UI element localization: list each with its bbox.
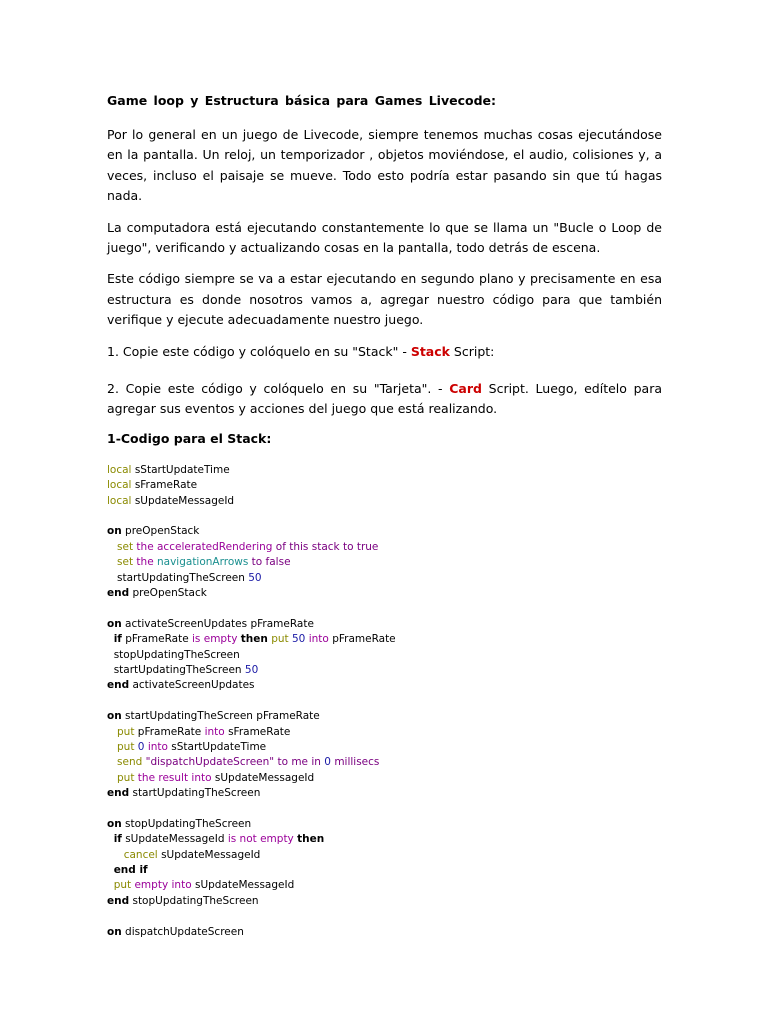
code-keyword: empty [134,879,169,892]
code-line [107,832,662,847]
code-line [107,678,662,693]
code-keyword: send [117,756,143,769]
code-token: millisecs [334,756,380,769]
code-token: startUpdatingTheScreen [113,663,242,676]
code-keyword: into [308,633,329,646]
document-content [107,93,662,940]
code-token: sUpdateMessageId [161,848,261,861]
code-keyword: end [107,679,130,692]
step-1-text: 1. Copie este código y colóquelo en su "Stack" - [107,343,411,359]
step-2-keyword: Card [449,381,482,397]
document-title: Game loop y Estructura básica para Games Livecode: [107,93,496,108]
code-keyword: on [107,617,122,630]
code-blank [107,601,662,616]
code-keyword: on [107,925,122,938]
code-keyword: end [107,787,130,800]
code-keyword: end [107,894,130,907]
section-heading: 1-Codigo para el Stack: [107,430,272,446]
code-line [107,663,662,678]
code-line [107,632,662,647]
code-token: sFrameRate [134,479,198,492]
code-token: sUpdateMessageId [214,771,315,784]
code-token: of this stack to true [275,540,379,553]
code-token: pFrameRate [137,725,202,738]
code-line [107,925,662,940]
code-line [107,648,662,663]
code-keyword: put [117,740,135,753]
code-line [107,524,662,539]
code-line [107,755,662,770]
code-keyword: put [113,879,132,892]
code-keyword: put [271,633,289,646]
code-line [107,786,662,801]
code-line [107,848,662,863]
code-keyword: end [107,587,130,599]
code-token: activateScreenUpdates [132,679,255,692]
code-keyword: put [117,725,135,738]
code-token: sUpdateMessageId [134,494,235,507]
code-token: preOpenStack [132,587,207,599]
code-keyword: into [204,725,225,738]
code-line [107,894,662,909]
code-token: startUpdatingTheScreen [125,710,253,723]
code-keyword: cancel [123,848,158,861]
code-string: "dispatchUpdateScreen" [145,756,275,769]
code-token: sUpdateMessageId [125,833,225,846]
code-keyword: into [191,771,212,784]
code-blank [107,909,662,924]
code-property: navigationArrows [157,556,249,569]
code-token: startUpdatingTheScreen [117,571,245,584]
code-line [107,709,662,724]
code-blank [107,694,662,709]
step-1 [107,342,662,362]
code-keyword: set [117,556,134,569]
code-keyword: put [117,771,135,784]
code-line [107,740,662,755]
code-token: preOpenStack [125,525,200,538]
code-number: 50 [244,663,259,676]
code-line [107,540,662,555]
code-keyword: on [107,817,122,830]
code-keyword: set [117,540,134,553]
code-keyword: local [107,463,132,476]
paragraph-intro: Por lo general en un juego de Livecode, siempre tenemos muchas cosas ejecutándose en la pantalla. Un reloj, un temporizador , objetos moviéndose, el audio, colisiones y, a veces, incluso el paisaje se mueve. Todo esto podría estar pasando sin que tú hagas nada. [107,127,662,204]
code-keyword: on [107,710,122,723]
code-keyword: the [136,540,154,553]
code-line [107,463,662,478]
code-line [107,478,662,493]
code-token: pFrameRate [256,710,320,723]
code-keyword: the [136,556,154,569]
code-token: sStartUpdateTime [171,740,267,753]
code-keyword: into [147,740,168,753]
code-line [107,817,662,832]
code-keyword: local [107,479,132,492]
code-token: pFrameRate [250,617,314,630]
code-block [107,463,662,940]
code-token: sUpdateMessageId [194,879,295,892]
code-keyword: end if [113,864,148,877]
step-1-keyword: Stack [410,343,450,359]
code-line [107,571,662,586]
code-line [107,771,662,786]
code-number: 0 [324,756,331,769]
code-number: 0 [137,740,145,753]
code-token: sStartUpdateTime [134,463,230,476]
code-line [107,617,662,632]
code-blank [107,509,662,524]
code-keyword: then [297,833,325,846]
paragraph-game-loop: La computadora está ejecutando constantemente lo que se llama un "Bucle o Loop de juego", verificando y actualizando cosas en la pantalla, todo detrás de escena. [107,219,662,256]
code-token: sFrameRate [228,725,291,738]
step-2-text: 2. Copie este código y colóquelo en su "Tarjeta". - [107,381,450,397]
code-keyword: if [113,633,122,646]
code-line [107,725,662,740]
code-token: pFrameRate [332,633,396,646]
code-line [107,494,662,509]
code-token: stopUpdatingTheScreen [125,817,252,830]
code-token: dispatchUpdateScreen [125,925,244,938]
code-token: the result [137,771,189,784]
code-token: pFrameRate [125,633,189,646]
code-token: startUpdatingTheScreen [132,787,261,800]
code-token: stopUpdatingTheScreen [113,648,240,661]
code-token: stopUpdatingTheScreen [132,894,259,907]
step-1-suffix: Script: [449,343,495,359]
code-line [107,878,662,893]
code-keyword: on [107,525,122,538]
code-token: activateScreenUpdates [125,617,248,630]
step-2 [107,379,662,420]
code-line [107,555,662,570]
code-keyword: if [113,833,122,846]
code-keyword: is not empty [227,833,294,846]
code-blank [107,801,662,816]
code-number: 50 [292,633,306,646]
paragraph-background: Este código siempre se va a estar ejecutando en segundo plano y precisamente en esa estructura es donde nosotros vamos a, agregar nuestro código para que también verifique y ejecute adecuadamente nuestro juego. [107,271,662,328]
code-line [107,586,662,601]
code-keyword: into [171,879,192,892]
code-token: to me in [277,756,321,769]
code-keyword: is empty [192,633,238,646]
code-keyword: then [240,633,268,646]
code-token: to false [251,556,291,569]
code-number: 50 [248,571,262,584]
code-property: acceleratedRendering [157,540,273,553]
code-keyword: local [107,494,132,507]
step-2-suffix: Script. Luego, edítelo para agregar sus eventos y acciones del juego que está realizando. [107,381,662,417]
code-line [107,863,662,878]
